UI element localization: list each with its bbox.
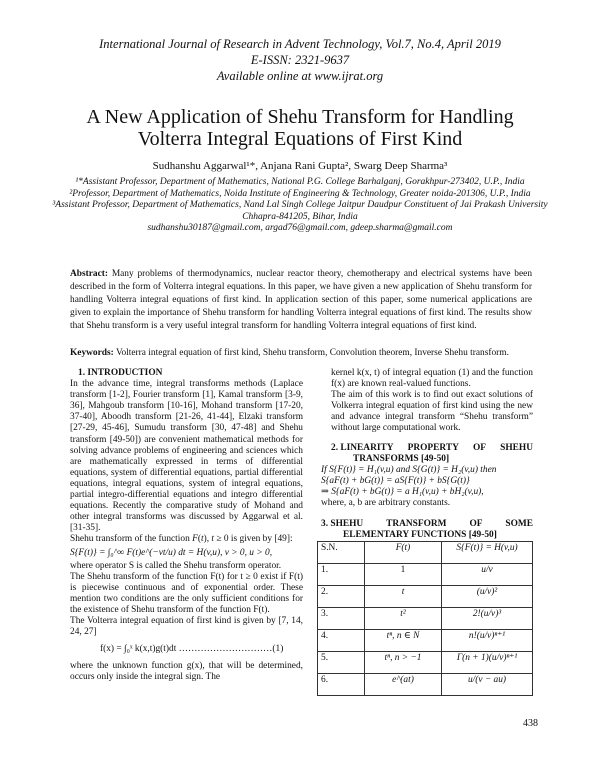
table-row	[318, 608, 533, 630]
journal-name: International Journal of Research in Advent Technology, Vol.7, No.4, April 2019	[99, 37, 501, 51]
table-cell: e^(at)	[365, 674, 442, 696]
linearity-line-1: If S{F(t)} = H₁(v,u) and S{G(t)} = H₂(v,u) then	[321, 464, 497, 475]
paper-title	[0, 106, 600, 150]
table-cell: tⁿ, n ∈ N	[365, 630, 442, 652]
affiliations	[40, 177, 560, 235]
table-cell: 1.	[318, 564, 365, 586]
author-emails: sudhanshu30187@gmail.com, argad76@gmail.com, gdeep.sharma@gmail.com	[147, 223, 453, 233]
linearity-line-2: S{aF(t) + bG(t)} = aS{F(t)} + bS{G(t)}	[321, 475, 470, 486]
sec3-word-3: OF	[469, 519, 483, 530]
sec2-line-2: TRANSFORMS [49-50]	[353, 453, 450, 464]
shehu-transform-table	[317, 541, 533, 696]
affiliation-3: ³Assistant Professor, Department of Mathematics, Nand Lal Singh College Jaitpur Daudpur Constituent of Jai Prakash University Chhapra-841205, Bihar, India	[52, 200, 548, 222]
intro-paragraph-2-text-b: is given by [49]:	[228, 534, 293, 545]
shehu-definition-equation: S{F(t)} = ∫₀^∞ F(t)e^(−vt/u) dt = H(v,u), v > 0, u > 0,	[70, 547, 273, 558]
table-cell: u/v	[442, 564, 533, 586]
paper-title-line2: Volterra Integral Equations of First Kind	[137, 128, 463, 150]
sec2-word-4: SHEHU	[500, 442, 533, 453]
table-row	[318, 630, 533, 652]
sec2-word-2: PROPERTY	[407, 442, 459, 453]
paper-title-line1: A New Application of Shehu Transform for Handling	[86, 106, 514, 128]
table-cell: 4.	[318, 630, 365, 652]
linearity-line-3: ⇒ S{aF(t) + bG(t)} = a H₁(v,u) + bH₂(v,u),	[321, 486, 484, 497]
keywords-label: Keywords:	[70, 348, 114, 358]
intro-paragraph-4: The Shehu transform of the function F(t) for t ≥ 0 exist if F(t) is piecewise continuous and of exponential order. These mention two conditions are the only sufficient conditions for the existence of Shehu transform of the function F(t).	[70, 571, 303, 615]
affiliation-1: ¹*Assistant Professor, Department of Mathematics, National P.G. College Barhalganj, Gorakhpur-273402, U.P., India	[75, 177, 525, 187]
linearity-line-4: where, a, b are arbitrary constants.	[321, 498, 451, 509]
sec2-word-1: 2. LINEARITY	[331, 442, 394, 453]
table-cell: t	[365, 586, 442, 608]
author-list: Sudhanshu Aggarwal¹*, Anjana Rani Gupta², Swarg Deep Sharma³	[152, 160, 448, 172]
affiliation-2: ²Professor, Department of Mathematics, Noida Institute of Engineering & Technology, Greater noida-201306, U.P., India	[69, 188, 531, 199]
table-header-cell: S.N.	[318, 542, 365, 564]
table-cell: (u/v)²	[442, 586, 533, 608]
table-header-cell: S{F(t)} = H(v,u)	[442, 542, 533, 564]
intro-paragraph-3: where operator S is called the Shehu transform operator.	[70, 560, 282, 571]
table-header-cell: F(t)	[365, 542, 442, 564]
journal-header	[0, 36, 600, 84]
page-number: 438	[523, 718, 538, 729]
table-cell: 2!(u/v)³	[442, 608, 533, 630]
abstract-label: Abstract:	[70, 269, 109, 279]
table-cell: t²	[365, 608, 442, 630]
intro-paragraph-2-text-a: Shehu transform of the function	[70, 534, 193, 545]
sec2-word-3: OF	[473, 442, 487, 453]
table-row	[318, 652, 533, 674]
intro-paragraph-5: The Volterra integral equation of first kind is given by [7, 14, 24, 27]	[70, 616, 303, 638]
table-cell: u/(v − au)	[442, 674, 533, 696]
table-cell: 6.	[318, 674, 365, 696]
volterra-equation-1: f(x) = ∫₀ˣ k(x,t)g(t)dt …………………………(1)	[100, 644, 284, 655]
table-cell: tⁿ, n > −1	[365, 652, 442, 674]
section-elementary-functions-heading	[321, 519, 533, 541]
intro-paragraph-1: In the advance time, integral transforms methods (Laplace transform [1-2], Fourier transform [1], Kamal transform [3-9, 36], Mahgoub transform [10-16], Mohand transform [17-20, 37-40], Aboodh transform [21-26, 41-44], Elzaki transform [27-29, 45-46], Sumudu transform [30, 47-48] and Shehu transform [49-50]) are convenient mathematical methods for solving advance problems of engineering and sciences which are mathematically expressed in terms of differential equations, system of differential equations, partial differential equations, integral equations, system of integral equations, partial integro-differential equations and integro differential equations. Recently the comparative study of Mohand and other integral transforms was discussed by Aggarwal et al. [31-35].	[70, 379, 303, 534]
table-cell: 3.	[318, 608, 365, 630]
right-paragraph-2: The aim of this work is to find out exact solutions of Volkerra integral equation of first kind using the new and advance integral transform “Shehu transform” without large computational work.	[331, 390, 533, 434]
table-cell: 5.	[318, 652, 365, 674]
intro-paragraph-2: Shehu transform of the function F(t), t ≥ 0 is given by [49]:	[70, 534, 293, 545]
sec3-word-1: 3. SHEHU	[321, 519, 364, 530]
table-cell: Γ(n + 1)(u/v)ⁿ⁺¹	[442, 652, 533, 674]
table-cell: n!(u/v)ⁿ⁺¹	[442, 630, 533, 652]
sec3-line-2: ELEMENTARY FUNCTIONS [49-50]	[343, 530, 497, 541]
section-linearity-heading	[331, 443, 533, 465]
abstract	[70, 268, 532, 333]
table-cell: 2.	[318, 586, 365, 608]
keywords	[70, 347, 532, 360]
table-row	[318, 586, 533, 608]
table-row	[318, 564, 533, 586]
journal-website: Available online at www.ijrat.org	[216, 69, 384, 83]
right-column	[317, 368, 533, 696]
table-row	[318, 674, 533, 696]
intro-paragraph-6: where the unknown function g(x), that will be determined, occurs only inside the integral sign. The	[70, 661, 303, 683]
table-cell: 1	[365, 564, 442, 586]
keywords-text: Volterra integral equation of first kind, Shehu transform, Convolution theorem, Inverse Shehu transform.	[115, 348, 509, 358]
table-header-row	[318, 542, 533, 564]
section-introduction-heading: 1. INTRODUCTION	[78, 368, 163, 378]
journal-issn: E-ISSN: 2321-9637	[250, 53, 350, 67]
left-column	[70, 368, 303, 684]
sec3-word-4: SOME	[505, 519, 533, 530]
abstract-text: Many problems of thermodynamics, nuclear reactor theory, chemotherapy and electrical systems have been described in the form of Volterra integral equations. In this paper, we have given a new application of Shehu transform for handling Volterra integral equations of first kind. In application section of this paper, some numerical applications are given to explain the importance of Shehu transform for handling Volterra integral equations of first kind. The results show that Shehu transform is a very useful integral transform for handling Volterra integral equations of first kind.	[70, 269, 533, 331]
sec3-word-2: TRANSFORM	[386, 519, 447, 530]
right-paragraph-1: kernel k(x, t) of integral equation (1) and the function f(x) are known real-valued functions.	[331, 368, 533, 390]
